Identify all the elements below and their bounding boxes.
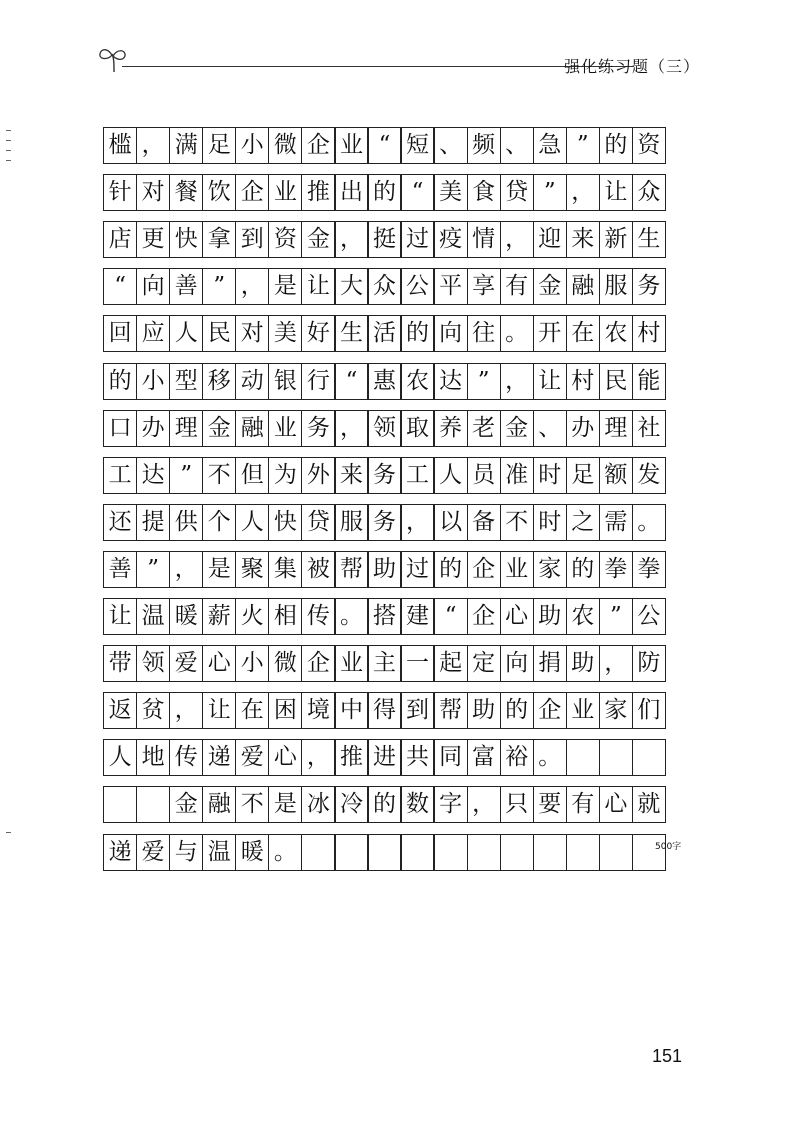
grid-cell: 动 bbox=[235, 363, 269, 400]
grid-cell: 平 bbox=[433, 268, 467, 305]
grid-cell: 员 bbox=[467, 457, 501, 494]
grid-cell: 企 bbox=[533, 692, 567, 729]
grid-cell: 众 bbox=[632, 174, 666, 211]
grid-cell: 发 bbox=[632, 457, 666, 494]
grid-cell: 过 bbox=[400, 221, 434, 258]
grid-cell: 裕 bbox=[500, 739, 534, 776]
grid-cell: 防 bbox=[632, 645, 666, 682]
grid-cell: 企 bbox=[301, 645, 335, 682]
grid-cell: 同 bbox=[433, 739, 467, 776]
grid-cell: 助 bbox=[467, 692, 501, 729]
grid-cell: 被 bbox=[301, 551, 335, 588]
grid-cell: “ bbox=[433, 598, 467, 635]
grid-cell: 。 bbox=[500, 315, 534, 352]
grid-cell: “ bbox=[103, 268, 137, 305]
grid-cell: 到 bbox=[400, 692, 434, 729]
grid-cell bbox=[433, 834, 467, 871]
grid-cell: 享 bbox=[467, 268, 501, 305]
grid-cell: ” bbox=[599, 598, 633, 635]
grid-cell: 心 bbox=[599, 786, 633, 823]
grid-cell: ， bbox=[500, 363, 534, 400]
grid-cell: 公 bbox=[400, 268, 434, 305]
grid-cell: 企 bbox=[235, 174, 269, 211]
grid-cell: 移 bbox=[202, 363, 236, 400]
grid-cell: 共 bbox=[400, 739, 434, 776]
grid-cell: 办 bbox=[566, 410, 600, 447]
grid-cell: 爱 bbox=[235, 739, 269, 776]
grid-cell: 拿 bbox=[202, 221, 236, 258]
grid-cell bbox=[103, 786, 137, 823]
grid-cell: 理 bbox=[599, 410, 633, 447]
grid-cell: 爱 bbox=[136, 834, 170, 871]
grid-cell: 情 bbox=[467, 221, 501, 258]
grid-cell: 让 bbox=[202, 692, 236, 729]
grid-cell: 美 bbox=[433, 174, 467, 211]
grid-cell: 爱 bbox=[169, 645, 203, 682]
grid-cell: 有 bbox=[566, 786, 600, 823]
grid-cell: 以 bbox=[433, 504, 467, 541]
section-title: 强化练习题（三） bbox=[564, 57, 701, 76]
grid-cell: 备 bbox=[467, 504, 501, 541]
grid-cell: 业 bbox=[334, 645, 368, 682]
grid-cell: 村 bbox=[566, 363, 600, 400]
grid-cell: 要 bbox=[533, 786, 567, 823]
grid-cell bbox=[301, 834, 335, 871]
grid-cell: 拳 bbox=[632, 551, 666, 588]
grid-cell: 只 bbox=[500, 786, 534, 823]
grid-cell: 得 bbox=[367, 692, 401, 729]
grid-cell: 金 bbox=[500, 410, 534, 447]
grid-cell: 针 bbox=[103, 174, 137, 211]
grid-cell: 、 bbox=[533, 410, 567, 447]
grid-cell: ， bbox=[169, 551, 203, 588]
grid-cell: 业 bbox=[334, 127, 368, 164]
grid-cell: 传 bbox=[169, 739, 203, 776]
grid-cell: 的 bbox=[103, 363, 137, 400]
grid-cell: 、 bbox=[500, 127, 534, 164]
grid-cell: ” bbox=[202, 268, 236, 305]
grid-cell: 善 bbox=[169, 268, 203, 305]
grid-cell: 老 bbox=[467, 410, 501, 447]
grid-cell: 们 bbox=[632, 692, 666, 729]
grid-row bbox=[103, 786, 685, 823]
grid-cell: 领 bbox=[136, 645, 170, 682]
grid-cell: 让 bbox=[533, 363, 567, 400]
grid-cell: 企 bbox=[467, 551, 501, 588]
grid-cell: 更 bbox=[136, 221, 170, 258]
grid-cell: 人 bbox=[169, 315, 203, 352]
grid-cell: 进 bbox=[367, 739, 401, 776]
grid-cell: 有 bbox=[500, 268, 534, 305]
grid-cell: 让 bbox=[599, 174, 633, 211]
grid-row bbox=[103, 174, 685, 211]
grid-cell: 务 bbox=[367, 457, 401, 494]
grid-cell: ， bbox=[500, 221, 534, 258]
grid-cell: 递 bbox=[103, 834, 137, 871]
grid-cell: 的 bbox=[566, 551, 600, 588]
grid-cell: 出 bbox=[334, 174, 368, 211]
grid-cell: 帮 bbox=[334, 551, 368, 588]
grid-cell: 搭 bbox=[367, 598, 401, 635]
grid-cell: 企 bbox=[467, 598, 501, 635]
grid-cell: 需 bbox=[599, 504, 633, 541]
grid-cell: 火 bbox=[235, 598, 269, 635]
grid-cell: 新 bbox=[599, 221, 633, 258]
grid-cell bbox=[400, 834, 434, 871]
grid-cell: 。 bbox=[268, 834, 302, 871]
grid-cell: ” bbox=[169, 457, 203, 494]
grid-cell bbox=[599, 739, 633, 776]
grid-cell: 来 bbox=[334, 457, 368, 494]
grid-cell bbox=[566, 739, 600, 776]
grid-cell: 推 bbox=[301, 174, 335, 211]
grid-cell: 资 bbox=[632, 127, 666, 164]
grid-cell: 活 bbox=[367, 315, 401, 352]
grid-cell: 额 bbox=[599, 457, 633, 494]
grid-cell: 食 bbox=[467, 174, 501, 211]
grid-cell: 一 bbox=[400, 645, 434, 682]
grid-cell: 领 bbox=[367, 410, 401, 447]
grid-cell: 聚 bbox=[235, 551, 269, 588]
grid-cell: 服 bbox=[599, 268, 633, 305]
grid-cell: 能 bbox=[632, 363, 666, 400]
grid-cell: 过 bbox=[400, 551, 434, 588]
grid-cell: 是 bbox=[202, 551, 236, 588]
grid-cell: “ bbox=[334, 363, 368, 400]
grid-cell: 在 bbox=[235, 692, 269, 729]
grid-cell: 向 bbox=[500, 645, 534, 682]
grid-cell: 带 bbox=[103, 645, 137, 682]
grid-cell: 企 bbox=[301, 127, 335, 164]
grid-cell: 相 bbox=[268, 598, 302, 635]
grid-cell: 饮 bbox=[202, 174, 236, 211]
grid-cell: ” bbox=[136, 551, 170, 588]
grid-cell bbox=[599, 834, 633, 871]
grid-cell: 社 bbox=[632, 410, 666, 447]
grid-cell: 、 bbox=[433, 127, 467, 164]
grid-cell: 好 bbox=[301, 315, 335, 352]
grid-cell: ， bbox=[235, 268, 269, 305]
grid-cell: 微 bbox=[268, 127, 302, 164]
grid-cell: 快 bbox=[169, 221, 203, 258]
grid-cell bbox=[467, 834, 501, 871]
grid-cell: 人 bbox=[433, 457, 467, 494]
grid-cell: ” bbox=[533, 174, 567, 211]
grid-row bbox=[103, 598, 685, 635]
grid-cell: 的 bbox=[500, 692, 534, 729]
grid-cell: 疫 bbox=[433, 221, 467, 258]
grid-cell: 不 bbox=[500, 504, 534, 541]
grid-cell: 美 bbox=[268, 315, 302, 352]
grid-cell: 行 bbox=[301, 363, 335, 400]
grid-cell: 小 bbox=[235, 127, 269, 164]
grid-cell: 暖 bbox=[169, 598, 203, 635]
grid-cell: 业 bbox=[566, 692, 600, 729]
grid-cell: 资 bbox=[268, 221, 302, 258]
grid-cell: ， bbox=[334, 410, 368, 447]
grid-cell: 餐 bbox=[169, 174, 203, 211]
grid-cell: 融 bbox=[202, 786, 236, 823]
grid-cell: 外 bbox=[301, 457, 335, 494]
grid-row bbox=[103, 457, 685, 494]
grid-cell bbox=[500, 834, 534, 871]
grid-cell: 人 bbox=[235, 504, 269, 541]
grid-cell: 助 bbox=[533, 598, 567, 635]
grid-cell: ， bbox=[599, 645, 633, 682]
grid-cell: 还 bbox=[103, 504, 137, 541]
grid-cell: ， bbox=[169, 692, 203, 729]
grid-cell: 挺 bbox=[367, 221, 401, 258]
grid-cell: 迎 bbox=[533, 221, 567, 258]
grid-cell: ， bbox=[136, 127, 170, 164]
page-number: 151 bbox=[652, 1046, 683, 1066]
grid-cell: 融 bbox=[566, 268, 600, 305]
grid-row bbox=[103, 315, 685, 352]
grid-cell: 的 bbox=[367, 786, 401, 823]
grid-cell: ” bbox=[467, 363, 501, 400]
grid-cell: 理 bbox=[169, 410, 203, 447]
grid-row bbox=[103, 692, 685, 729]
grid-cell: 个 bbox=[202, 504, 236, 541]
grid-cell: 定 bbox=[467, 645, 501, 682]
grid-cell: 金 bbox=[301, 221, 335, 258]
grid-row bbox=[103, 739, 685, 776]
grid-cell bbox=[367, 834, 401, 871]
grid-cell: 心 bbox=[500, 598, 534, 635]
grid-cell: 金 bbox=[533, 268, 567, 305]
grid-cell: 起 bbox=[433, 645, 467, 682]
binding-marks bbox=[6, 120, 14, 840]
grid-row bbox=[103, 268, 685, 305]
grid-cell: 满 bbox=[169, 127, 203, 164]
grid-cell: 农 bbox=[599, 315, 633, 352]
grid-cell: 大 bbox=[334, 268, 368, 305]
grid-cell: 务 bbox=[301, 410, 335, 447]
grid-cell: 提 bbox=[136, 504, 170, 541]
grid-cell: 困 bbox=[268, 692, 302, 729]
grid-cell: 境 bbox=[301, 692, 335, 729]
grid-cell: 家 bbox=[533, 551, 567, 588]
grid-cell: 。 bbox=[533, 739, 567, 776]
grid-cell: ， bbox=[400, 504, 434, 541]
grid-row bbox=[103, 410, 685, 447]
grid-cell: 温 bbox=[136, 598, 170, 635]
grid-cell: 冷 bbox=[334, 786, 368, 823]
grid-cell: 推 bbox=[334, 739, 368, 776]
word-count-marker: 500字 bbox=[655, 842, 682, 852]
grid-cell: 往 bbox=[467, 315, 501, 352]
grid-cell: 贷 bbox=[500, 174, 534, 211]
grid-cell: 融 bbox=[235, 410, 269, 447]
grid-row bbox=[103, 221, 685, 258]
grid-cell: 回 bbox=[103, 315, 137, 352]
grid-cell: 字 bbox=[433, 786, 467, 823]
grid-cell bbox=[136, 786, 170, 823]
grid-cell: 中 bbox=[334, 692, 368, 729]
grid-cell: 农 bbox=[566, 598, 600, 635]
grid-cell: 是 bbox=[268, 268, 302, 305]
grid-cell: “ bbox=[367, 127, 401, 164]
grid-cell: 民 bbox=[599, 363, 633, 400]
grid-cell: 公 bbox=[632, 598, 666, 635]
grid-cell: 。 bbox=[632, 504, 666, 541]
grid-cell bbox=[334, 834, 368, 871]
grid-cell bbox=[533, 834, 567, 871]
grid-cell: 开 bbox=[533, 315, 567, 352]
grid-cell: 务 bbox=[367, 504, 401, 541]
grid-cell: 为 bbox=[268, 457, 302, 494]
grid-cell: “ bbox=[400, 174, 434, 211]
grid-cell: 工 bbox=[103, 457, 137, 494]
grid-cell: 集 bbox=[268, 551, 302, 588]
grid-cell: 口 bbox=[103, 410, 137, 447]
grid-cell: 对 bbox=[235, 315, 269, 352]
grid-cell: 快 bbox=[268, 504, 302, 541]
grid-cell: 不 bbox=[202, 457, 236, 494]
grid-cell: 温 bbox=[202, 834, 236, 871]
grid-cell: 善 bbox=[103, 551, 137, 588]
grid-cell: 众 bbox=[367, 268, 401, 305]
grid-cell: 建 bbox=[400, 598, 434, 635]
grid-cell: 向 bbox=[433, 315, 467, 352]
grid-cell: 店 bbox=[103, 221, 137, 258]
grid-cell: 银 bbox=[268, 363, 302, 400]
grid-cell: 达 bbox=[433, 363, 467, 400]
grid-cell: 取 bbox=[400, 410, 434, 447]
grid-cell: 办 bbox=[136, 410, 170, 447]
grid-cell: 数 bbox=[400, 786, 434, 823]
grid-cell: 递 bbox=[202, 739, 236, 776]
grid-cell: 村 bbox=[632, 315, 666, 352]
grid-cell: 足 bbox=[566, 457, 600, 494]
grid-cell: 助 bbox=[367, 551, 401, 588]
grid-row bbox=[103, 127, 685, 164]
grid-cell: 工 bbox=[400, 457, 434, 494]
grid-cell: 服 bbox=[334, 504, 368, 541]
grid-cell: 不 bbox=[235, 786, 269, 823]
grid-cell: 生 bbox=[632, 221, 666, 258]
grid-cell: 时 bbox=[533, 504, 567, 541]
grid-cell: 急 bbox=[533, 127, 567, 164]
grid-cell: 频 bbox=[467, 127, 501, 164]
grid-cell: ” bbox=[566, 127, 600, 164]
grid-cell: 足 bbox=[202, 127, 236, 164]
grid-cell: 务 bbox=[632, 268, 666, 305]
grid-row bbox=[103, 504, 685, 541]
grid-cell: 时 bbox=[533, 457, 567, 494]
grid-cell: 达 bbox=[136, 457, 170, 494]
grid-cell: 冰 bbox=[301, 786, 335, 823]
grid-cell: 小 bbox=[136, 363, 170, 400]
grid-cell: 向 bbox=[136, 268, 170, 305]
grid-cell: 金 bbox=[169, 786, 203, 823]
grid-cell: 让 bbox=[103, 598, 137, 635]
grid-cell: 传 bbox=[301, 598, 335, 635]
grid-cell: 捐 bbox=[533, 645, 567, 682]
grid-cell: 拳 bbox=[599, 551, 633, 588]
grid-cell: 准 bbox=[500, 457, 534, 494]
grid-cell: 金 bbox=[202, 410, 236, 447]
grid-cell: 帮 bbox=[433, 692, 467, 729]
grid-cell: 。 bbox=[334, 598, 368, 635]
grid-cell: 贷 bbox=[301, 504, 335, 541]
grid-cell: 地 bbox=[136, 739, 170, 776]
grid-cell: 薪 bbox=[202, 598, 236, 635]
grid-cell: 小 bbox=[235, 645, 269, 682]
grid-cell: ， bbox=[301, 739, 335, 776]
grid-cell: 就 bbox=[632, 786, 666, 823]
grid-cell: 民 bbox=[202, 315, 236, 352]
grid-cell: 业 bbox=[268, 174, 302, 211]
grid-cell: 但 bbox=[235, 457, 269, 494]
grid-cell: 主 bbox=[367, 645, 401, 682]
grid-cell: 养 bbox=[433, 410, 467, 447]
grid-cell: 对 bbox=[136, 174, 170, 211]
header-rule bbox=[122, 66, 634, 67]
grid-cell: 的 bbox=[400, 315, 434, 352]
grid-cell: ， bbox=[566, 174, 600, 211]
grid-cell: 贫 bbox=[136, 692, 170, 729]
page-header bbox=[96, 40, 706, 80]
grid-cell: 的 bbox=[367, 174, 401, 211]
grid-cell: 型 bbox=[169, 363, 203, 400]
grid-cell: 返 bbox=[103, 692, 137, 729]
grid-row bbox=[103, 363, 685, 400]
grid-cell: 的 bbox=[433, 551, 467, 588]
grid-cell: 微 bbox=[268, 645, 302, 682]
grid-cell: ， bbox=[334, 221, 368, 258]
grid-row bbox=[103, 834, 685, 871]
grid-cell: 是 bbox=[268, 786, 302, 823]
grid-cell: 家 bbox=[599, 692, 633, 729]
grid-cell: 在 bbox=[566, 315, 600, 352]
sprout-icon bbox=[96, 42, 132, 78]
grid-cell: 短 bbox=[400, 127, 434, 164]
grid-cell: 让 bbox=[301, 268, 335, 305]
grid-cell: 之 bbox=[566, 504, 600, 541]
grid-cell: 富 bbox=[467, 739, 501, 776]
grid-cell: 的 bbox=[599, 127, 633, 164]
grid-cell: 与 bbox=[169, 834, 203, 871]
grid-cell: 生 bbox=[334, 315, 368, 352]
grid-cell bbox=[632, 739, 666, 776]
grid-cell: 到 bbox=[235, 221, 269, 258]
grid-cell: 惠 bbox=[367, 363, 401, 400]
grid-cell bbox=[566, 834, 600, 871]
grid-cell: 业 bbox=[268, 410, 302, 447]
grid-row bbox=[103, 551, 685, 588]
grid-cell: 心 bbox=[268, 739, 302, 776]
grid-cell: 人 bbox=[103, 739, 137, 776]
grid-cell: 应 bbox=[136, 315, 170, 352]
grid-cell: 槛 bbox=[103, 127, 137, 164]
grid-cell: 心 bbox=[202, 645, 236, 682]
grid-cell: 助 bbox=[566, 645, 600, 682]
grid-cell: 来 bbox=[566, 221, 600, 258]
grid-cell: 暖 bbox=[235, 834, 269, 871]
grid-cell: 农 bbox=[400, 363, 434, 400]
grid-cell: 供 bbox=[169, 504, 203, 541]
grid-cell: 业 bbox=[500, 551, 534, 588]
grid-cell: ， bbox=[467, 786, 501, 823]
grid-row bbox=[103, 645, 685, 682]
